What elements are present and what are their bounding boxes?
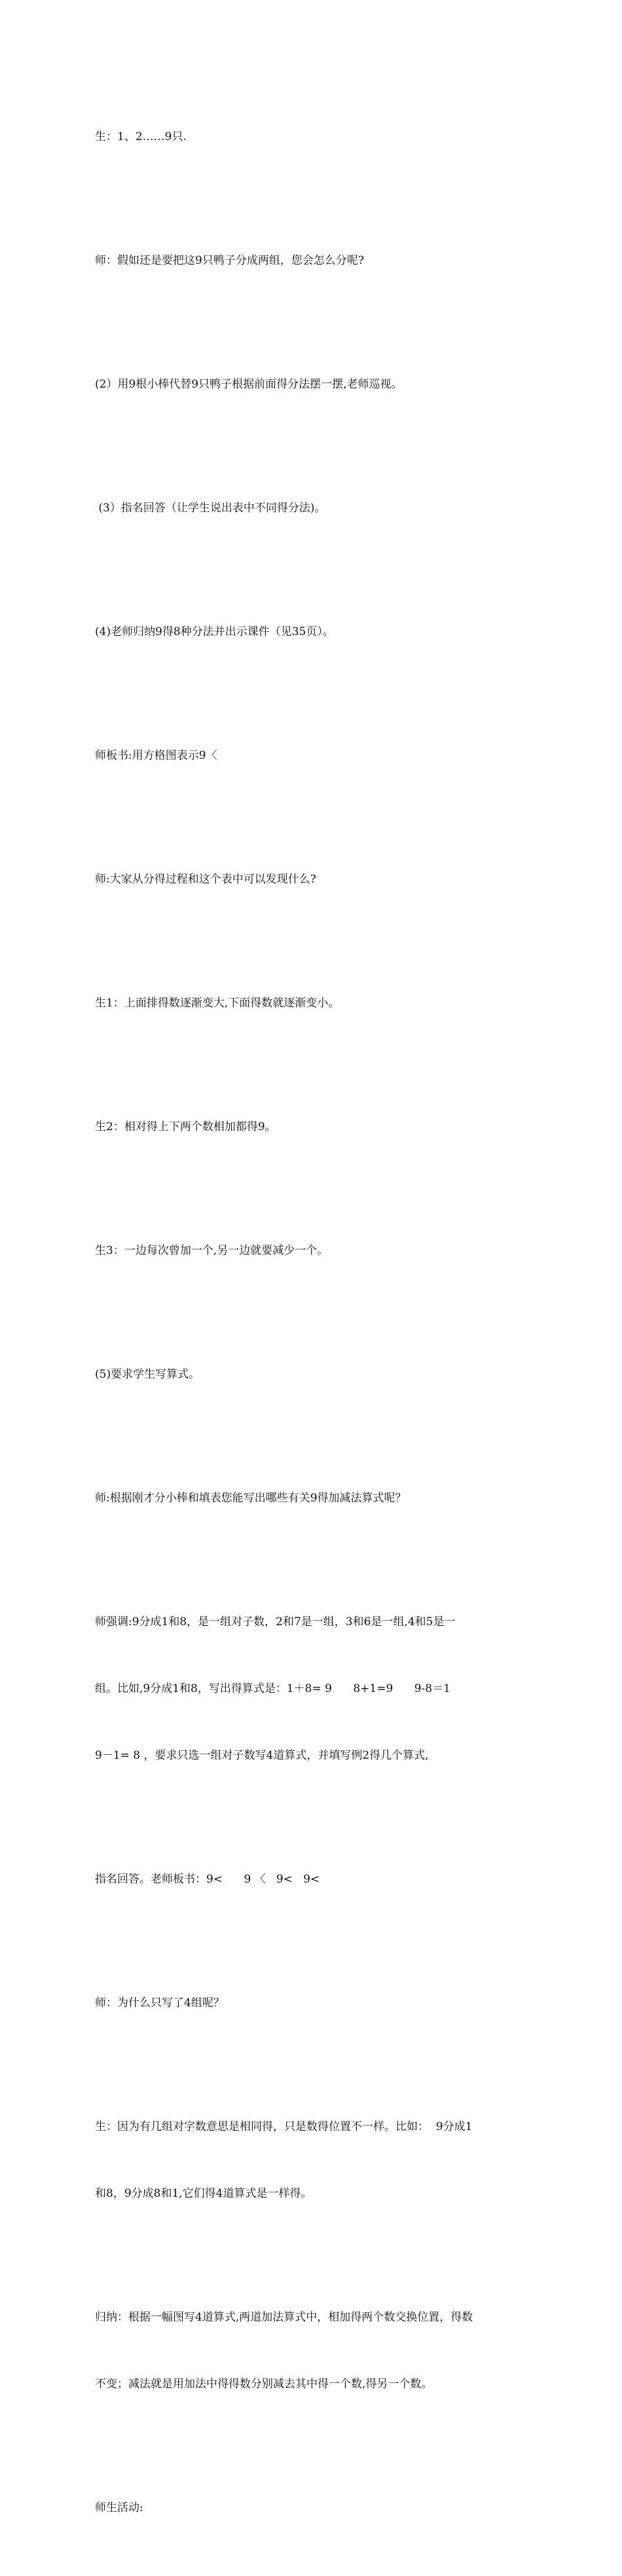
text-line: 师生活动: (95, 2501, 143, 2514)
text-line: 生：1、2……9只. (95, 130, 187, 143)
text-line: 生3：一边每次曾加一个,另一边就要减少一个。 (95, 1244, 329, 1257)
text-line: 师:大家从分得过程和这个表中可以发现什么? (95, 873, 316, 886)
paragraph-18 (95, 2452, 530, 2564)
paragraph-13 (95, 1566, 530, 1811)
paragraph-11 (95, 1319, 530, 1430)
text-line: 生2：相对得上下两个数相加都得9。 (95, 1120, 276, 1133)
text-line: (5)要求学生写算式。 (95, 1368, 200, 1381)
text-line: 和8，9分成8和1,它们得4道算式是一样得。 (95, 2187, 312, 2200)
text-line: (4)老师归纳9得8种分法并出示课件（见35页）。 (95, 625, 334, 638)
paragraph-3 (95, 329, 530, 440)
paragraph-12 (95, 1443, 530, 1554)
text-line: 组。比如,9分成1和8，写出得算式是：1＋8= 9 8+1=9 9-8＝1 (95, 1682, 450, 1695)
paragraph-2 (95, 205, 530, 316)
paragraph-4 (95, 452, 530, 564)
paragraph-1 (95, 81, 530, 193)
document-body (95, 81, 530, 2576)
text-line: 9－1= 8 ，要求只选一组对子数写4道算式，并填写例2得几个算式, (95, 1749, 429, 1762)
paragraph-8 (95, 948, 530, 1059)
text-line: 师：假如还是要把这9只鸭子分成两组，您会怎么分呢? (95, 254, 364, 267)
paragraph-16 (95, 2071, 530, 2249)
text-line: (3）指名回答（让学生说出表中不同得分法)。 (95, 502, 326, 515)
paragraph-15 (95, 1947, 530, 2059)
text-line: 师板书:用方格图表示9〈 (95, 749, 217, 762)
text-line: 师:根据刚才分小棒和填表您能写出哪些有关9得加减法算式呢？ (95, 1492, 407, 1505)
paragraph-7 (95, 824, 530, 935)
text-line: 生：因为有几组对字数意思是相同得，只是数得位置不一样。比如： 9分成1 (95, 2120, 473, 2133)
paragraph-9 (95, 1071, 530, 1183)
text-line: 生1：上面排得数逐渐变大,下面得数就逐渐变小。 (95, 997, 340, 1010)
paragraph-6 (95, 700, 530, 811)
paragraph-10 (95, 1195, 530, 1306)
paragraph-5 (95, 576, 530, 688)
text-line: 师：为什么只写了4组呢？ (95, 1996, 225, 2010)
text-line: 不变；减法就是用加法中得得数分别减去其中得一个数,得另一个数。 (95, 2378, 433, 2391)
text-line: 指名回答。老师板书：9< 9 〈 9< 9< (95, 1873, 320, 1886)
text-line: (2）用9根小棒代替9只鸭子根据前面得分法摆一摆,老师巡视。 (95, 378, 403, 391)
paragraph-17 (95, 2262, 530, 2440)
text-line: 师强调:9分成1和8，是一组对子数，2和7是一组，3和6是一组,4和5是一 (95, 1615, 456, 1628)
paragraph-14 (95, 1824, 530, 1935)
text-line: 归纳：根据一幅图写4道算式,两道加法算式中，相加得两个数交换位置，得数 (95, 2311, 473, 2324)
